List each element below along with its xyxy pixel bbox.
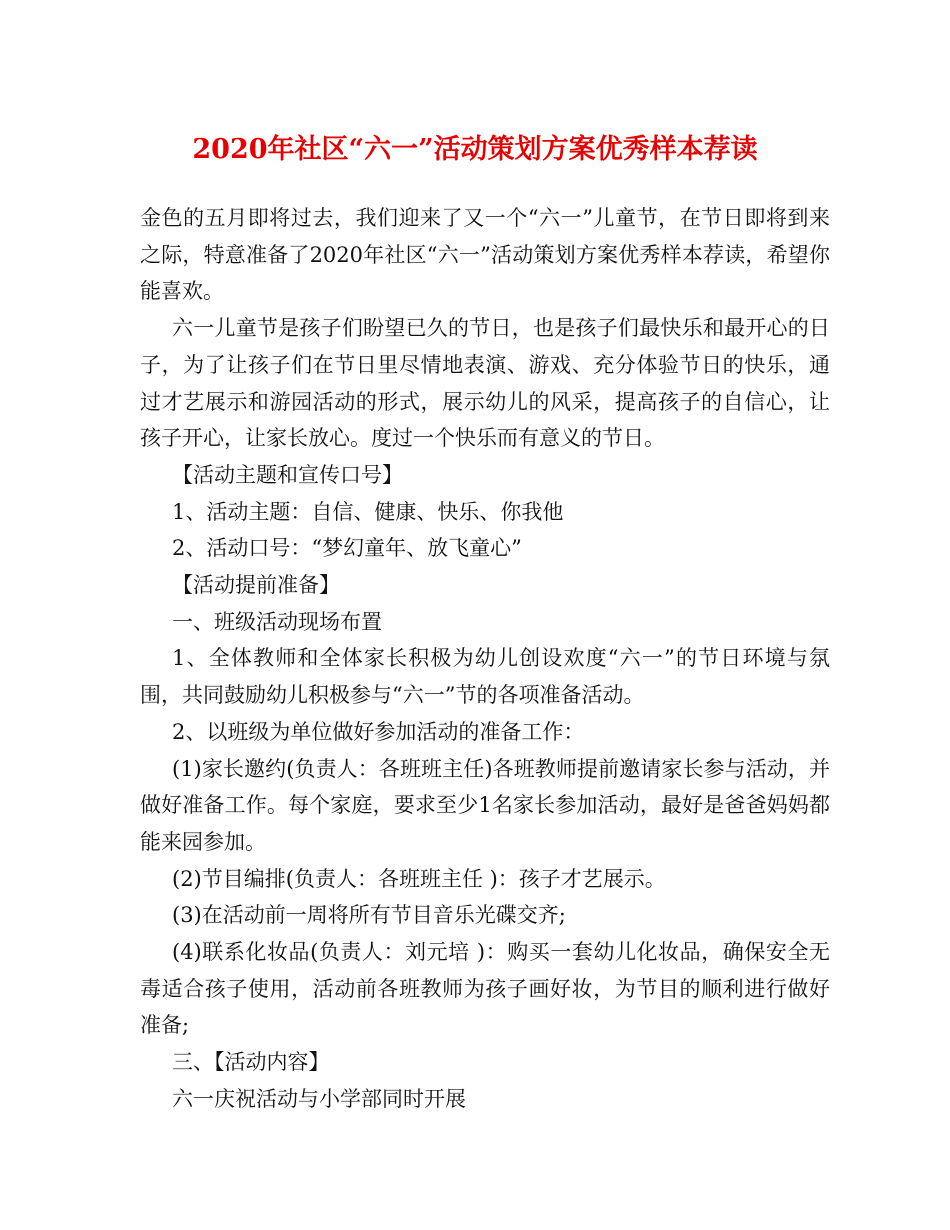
paragraph-content: 六一庆祝活动与小学部同时开展 — [172, 1086, 466, 1111]
paragraph-intro: 金色的五月即将过去，我们迎来了又一个“六一”儿童节，在节日即将到来之际，特意准备了2020年社区“六一”活动策划方案优秀样本荐读，希望你能喜欢。 — [140, 206, 830, 304]
list-item-class-preparation: 2、以班级为单位做好参加活动的准备工作： — [172, 719, 585, 744]
paragraph-description: 六一儿童节是孩子们盼望已久的节日，也是孩子们最快乐和最开心的日子，为了让孩子们在节日里尽情地表演、游戏、充分体验节日的快乐，通过才艺展示和游园活动的形式，展示幼儿的风采，提高孩子的自信心，让孩子开心，让家长放心。度过一个快乐而有意义的节日。 — [140, 316, 830, 451]
list-item-music: (3)在活动前一周将所有节目音乐光碟交齐; — [172, 903, 566, 928]
list-item-environment: 1、全体教师和全体家长积极为幼儿创设欢度“六一”的节日环境与氛围，共同鼓励幼儿积极参与“六一”节的各项准备活动。 — [140, 646, 830, 708]
list-item-program: (2)节目编排(负责人：各班班主任 )：孩子才艺展示。 — [172, 866, 666, 891]
document-title: 2020年社区“六一”活动策划方案优秀样本荐读 — [192, 134, 758, 165]
document-body — [140, 200, 830, 1118]
section-heading-theme: 【活动主题和宣传口号】 — [172, 462, 403, 487]
section-heading-preparation: 【活动提前准备】 — [172, 573, 340, 598]
list-item-slogan: 2、活动口号：“梦幻童年、放飞童心” — [172, 536, 522, 561]
section-heading-content: 三、【活动内容】 — [172, 1050, 330, 1075]
list-item-theme: 1、活动主题：自信、健康、快乐、你我他 — [172, 499, 564, 524]
list-item-cosmetics: (4)联系化妆品(负责人：刘元培 )：购买一套幼儿化妆品，确保安全无毒适合孩子使用，活动前各班教师为孩子画好妆，为节目的顺利进行做好准备; — [140, 940, 830, 1038]
subsection-heading-layout: 一、班级活动现场布置 — [172, 609, 382, 634]
list-item-parent-invitation: (1)家长邀约(负责人：各班班主任)各班教师提前邀请家长参与活动，并做好准备工作。每个家庭，要求至少1名家长参加活动，最好是爸爸妈妈都能来园参加。 — [140, 756, 830, 854]
